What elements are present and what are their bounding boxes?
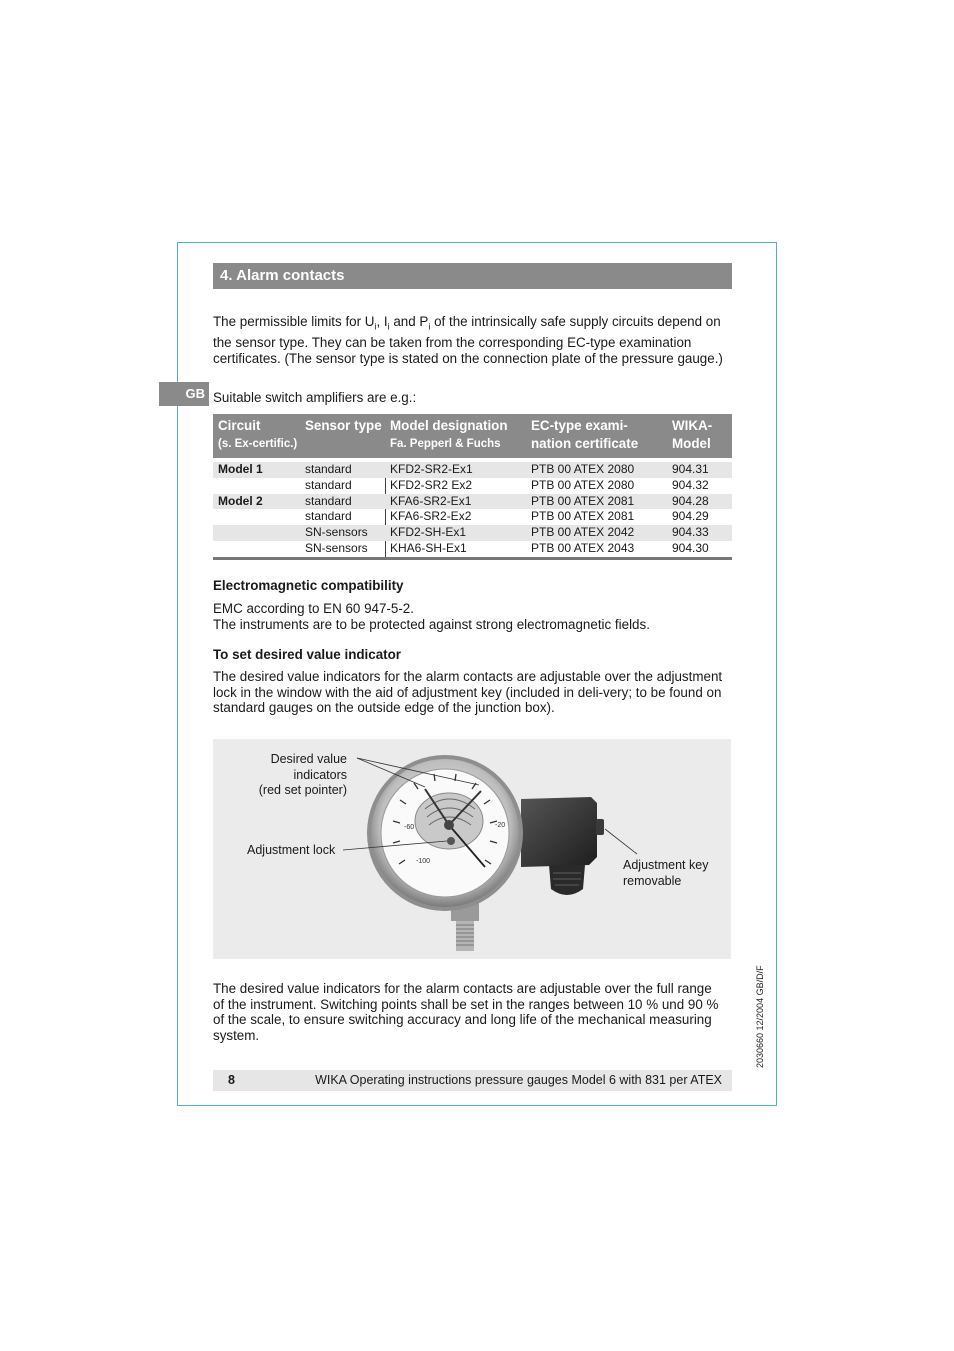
header-ec-l1: EC-type exami- (531, 418, 628, 433)
cell-circuit: Model 2 (218, 493, 263, 508)
header-ec-certificate (531, 417, 638, 453)
header-model-l2: Fa. Pepperl & Fuchs (390, 438, 501, 450)
table-header (213, 414, 732, 458)
header-sensor-type (305, 417, 382, 435)
junction-box (521, 797, 597, 867)
dial-tick-mid: -60 (404, 824, 415, 831)
table-row (213, 541, 732, 557)
cell-circuit: Model 1 (218, 462, 263, 476)
section-title: 4. Alarm contacts (213, 263, 732, 289)
cell-model: KFA6-SR2-Ex1 (390, 493, 472, 508)
cell-certificate: PTB 00 ATEX 2042 (531, 525, 635, 540)
document-code: 2030660 12/2004 GB/D/F (755, 965, 765, 1068)
amplifiers-intro: Suitable switch amplifiers are e.g.: (213, 390, 417, 405)
cell-sensor: standard (305, 509, 352, 524)
cell-sensor: standard (305, 477, 352, 492)
intro-text-1: The permissible limits for U (213, 314, 375, 329)
language-tab: GB (159, 382, 209, 406)
table-row (213, 462, 732, 478)
table-body (213, 462, 732, 560)
cell-model: KFD2-SR2 Ex2 (390, 477, 473, 492)
intro-sub-2: i (387, 321, 390, 332)
set-indicator-text: The desired value indicators for the alarm contacts are adjustable over the adjustment lock in the window with the aid of adjustment key (included in deli-very; to be found on standard gauges on the outside edge of the junction box). (213, 669, 723, 715)
cell-sensor: SN-sensors (305, 525, 368, 540)
header-circuit-l2: (s. Ex-certific.) (218, 438, 298, 450)
gauge-figure (213, 739, 731, 959)
table-bottom-rule (213, 557, 732, 560)
intro-text-4: of the intrinsically safe supply circuits depend on the sensor type. They can be taken from the corresponding EC-type examination certificates. (The sensor type is stated on the connection plate of the pressure gauge.) (213, 314, 723, 366)
header-wika-l1: WIKA- (672, 418, 713, 433)
label-key-line-1: Adjustment key (623, 858, 709, 872)
table-row (213, 494, 732, 510)
emc-title: Electromagnetic compatibility (213, 578, 404, 593)
header-ec-l2: nation certificate (531, 436, 639, 451)
table-row (213, 525, 732, 541)
cell-wika: 904.28 (672, 493, 709, 508)
header-wika-model (672, 417, 712, 453)
header-model-designation (390, 417, 508, 453)
header-circuit-l1: Circuit (218, 418, 261, 433)
label-key-line-2: removable (623, 873, 682, 888)
cell-wika: 904.33 (672, 525, 709, 540)
cell-sensor: standard (305, 493, 352, 508)
set-indicator-title: To set desired value indicator (213, 647, 402, 662)
cell-model: KFD2-SH-Ex1 (390, 525, 467, 540)
emc-line-2: The instruments are to be protected against strong electromagnetic fields. (213, 617, 650, 632)
emc-line-1: EMC according to EN 60 947-5-2. (213, 601, 414, 616)
page-footer (213, 1070, 732, 1091)
cell-model: KFD2-SR2-Ex1 (390, 462, 473, 476)
header-circuit (218, 417, 297, 453)
adjustment-key-icon (596, 819, 604, 835)
dial-tick-min: -100 (416, 858, 431, 865)
dial-tick-max: -20 (495, 822, 506, 829)
header-wika-l2: Model (672, 436, 711, 451)
cell-certificate: PTB 00 ATEX 2081 (531, 509, 635, 524)
cell-certificate: PTB 00 ATEX 2080 (531, 462, 635, 476)
label-desired-line-2: indicators (293, 767, 347, 782)
closing-paragraph: The desired value indicators for the alarm contacts are adjustable over the full range of the instrument. Switching points shall be set in the ranges between 10 % und 90 % of the scale, to ensure switching accuracy and long life of the mechanical measuring system. (213, 981, 719, 1043)
label-desired-line-3: (red set pointer) (258, 783, 347, 797)
cell-certificate: PTB 00 ATEX 2081 (531, 493, 635, 508)
intro-text-3: and P (389, 314, 429, 329)
amplifier-table (213, 414, 732, 560)
adjustment-lock-icon (447, 837, 455, 845)
label-adjustment-key (623, 858, 708, 889)
cell-model: KHA6-SH-Ex1 (390, 540, 467, 555)
label-desired-line-1: Desired value (270, 752, 347, 766)
table-row (213, 478, 732, 494)
intro-text-2: , I (376, 314, 388, 329)
label-adjustment-lock: Adjustment lock (247, 843, 336, 857)
intro-paragraph (213, 314, 733, 366)
cell-certificate: PTB 00 ATEX 2080 (531, 477, 635, 492)
cell-wika: 904.32 (672, 477, 709, 492)
cell-wika: 904.31 (672, 462, 709, 476)
cell-sensor: standard (305, 462, 352, 476)
label-desired-indicators (235, 752, 347, 799)
cable-gland (549, 865, 585, 895)
cell-wika: 904.29 (672, 509, 709, 524)
cell-sensor: SN-sensors (305, 540, 368, 555)
intro-sub-1: i (374, 321, 377, 332)
cell-wika: 904.30 (672, 540, 709, 555)
pointer-hub (444, 820, 454, 830)
header-sensor-l1: Sensor type (305, 418, 382, 433)
cell-certificate: PTB 00 ATEX 2043 (531, 540, 635, 555)
footer-title: WIKA Operating instructions pressure gauges Model 6 with 831 per ATEX (315, 1073, 722, 1087)
cell-model: KFA6-SR2-Ex2 (390, 509, 472, 524)
header-model-l1: Model designation (390, 418, 508, 433)
page-number: 8 (228, 1073, 235, 1087)
table-row (213, 509, 732, 525)
intro-sub-3: i (428, 321, 431, 332)
